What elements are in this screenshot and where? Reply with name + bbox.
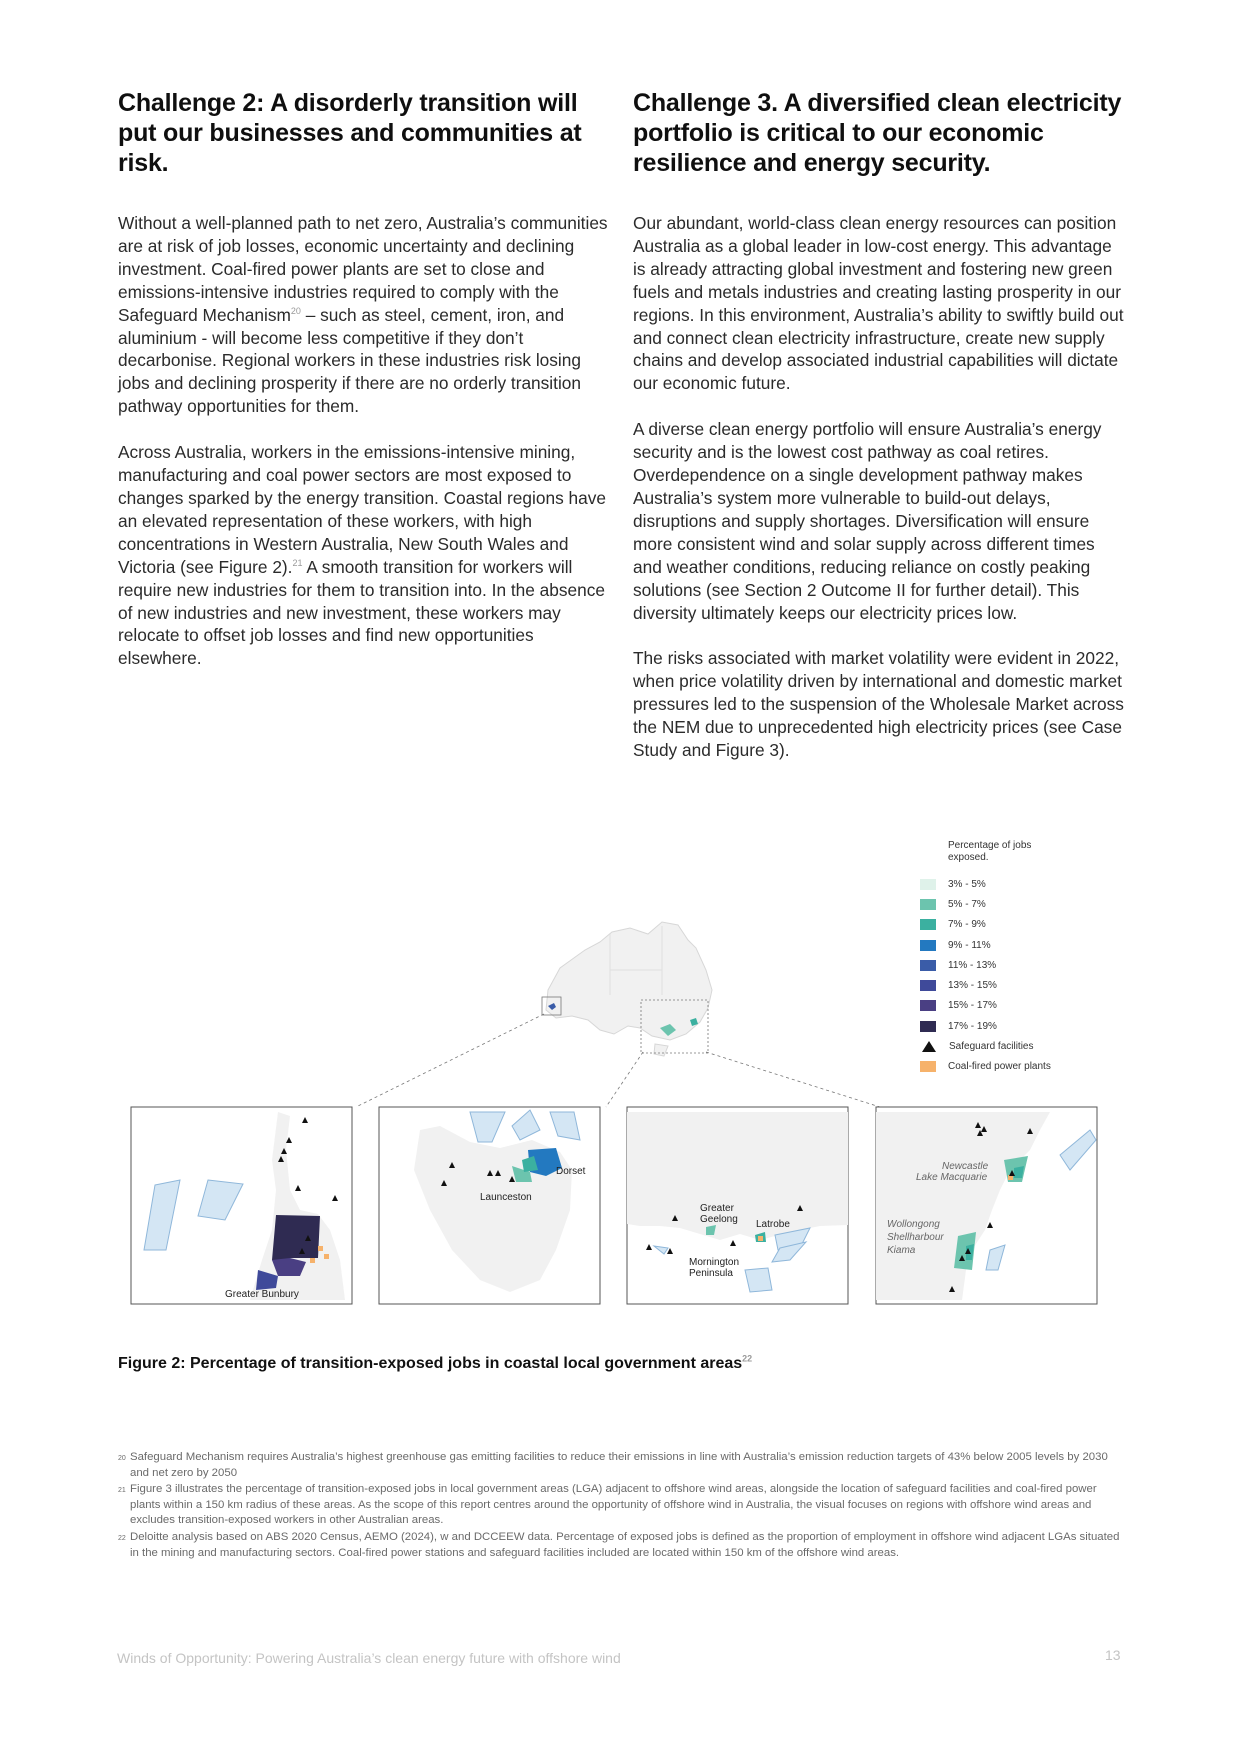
left-column	[118, 88, 608, 693]
legend-swatch	[920, 1000, 936, 1011]
map-panel-nsw[interactable]	[876, 1107, 1097, 1304]
legend-swatch	[920, 899, 936, 910]
left-paragraph-1: Without a well-planned path to net zero, Australia’s communities are at risk of job losses, economic uncertainty and declining investment. Coal-fired power plants are set to close and emissions-intensive industries required to comply with the Safeguard Mechanism$^{20}$ – such as steel, cement, iron, and aluminium - will become less competitive if they don’t decarbonise. Regional workers in these industries risk losing jobs and declining prosperity if there are no orderly transition pathway opportunities for them.	[118, 213, 608, 417]
label-lake-macquarie: Lake Macquarie	[916, 1172, 988, 1183]
left-paragraph-2: Across Australia, workers in the emissions-intensive mining, manufacturing and coal power sectors are most exposed to changes sparked by the energy transition. Coastal regions have an elevated representation of these workers, with high concentrations in Western Australia, New South Wales and Victoria (see Figure 2).$^{21}$ A smooth transition for workers will require new industries for them to transition into. In the absence of new industries and new investment, these workers may relocate to offset job losses and find new opportunities elsewhere.	[118, 442, 607, 669]
footnote-21: 21 Figure 3 illustrates the percentage of transition-exposed jobs in local government areas (LGA) adjacent to offshore wind areas, alongside the location of safeguard facilities and coal-fired power plants within a 150 km radius of these areas. As the scope of this report centres around the opportunity of offshore wind in Australia, the visual focuses on regions with offshore wind areas and excludes transition-exposed workers in other Australian areas.	[118, 1483, 1097, 1527]
map-legend	[920, 840, 1120, 1077]
footnote-ref-21[interactable]: 21	[292, 557, 303, 568]
label-geelong: Geelong	[700, 1214, 738, 1225]
legend-swatch	[920, 879, 936, 890]
label-newcastle: Newcastle	[942, 1161, 989, 1172]
label-peninsula: Peninsula	[689, 1268, 733, 1279]
footnote-ref-20[interactable]: 20	[290, 305, 301, 316]
label-launceston: Launceston	[480, 1192, 532, 1203]
page-number: 13	[1105, 1647, 1121, 1663]
legend-item: 15% - 17%	[920, 996, 1120, 1016]
label-wollongong: Wollongong	[887, 1219, 940, 1230]
label-shellharbour: Shellharbour	[887, 1232, 944, 1243]
legend-swatch	[920, 1021, 936, 1032]
map-panel-tasmania[interactable]	[379, 1107, 600, 1304]
legend-item: 5% - 7%	[920, 894, 1120, 914]
right-paragraph-2: A diverse clean energy portfolio will ensure Australia’s energy security and is the lowest cost pathway as coal retires. Overdependence on a single development pathway makes Australia’s system more vulnerable to build-out delays, disruptions and supply shortages. Diversification will ensure more consistent wind and solar supply across different times and weather conditions, reducing reliance on costly peaking solutions (see Section 2 Outcome II for further detail). This diversity ultimately keeps our electricity prices low.	[633, 419, 1102, 623]
legend-swatch	[920, 919, 936, 930]
footnotes	[118, 1450, 1128, 1562]
triangle-icon	[922, 1041, 936, 1052]
footnote-20: 20 Safeguard Mechanism requires Australia’s highest greenhouse gas emitting facilities to reduce their emissions in line with Australia’s emission reduction targets of 43% below 2005 levels by 2030 and net zero by 2050	[118, 1451, 1108, 1479]
legend-item: 7% - 9%	[920, 915, 1120, 935]
legend-swatch	[920, 980, 936, 991]
figure-caption: Figure 2: Percentage of transition-exposed jobs in coastal local government areas$^{22}$	[118, 1353, 753, 1372]
challenge-3-heading: Challenge 3. A diversified clean electricity portfolio is critical to our economic resilience and energy security.	[633, 89, 1122, 177]
label-greater-bunbury: Greater Bunbury	[225, 1289, 299, 1300]
map-panel-victoria[interactable]	[627, 1107, 848, 1304]
right-paragraph-3: The risks associated with market volatility were evident in 2022, when price volatility driven by international and domestic market pressures led to the suspension of the Wholesale Market across the NEM due to unprecedented high electricity prices (see Case Study and Figure 3).	[633, 648, 1124, 761]
legend-item: 3% - 5%	[920, 874, 1120, 894]
label-latrobe: Latrobe	[756, 1219, 790, 1230]
challenge-2-heading: Challenge 2: A disorderly transition will put our businesses and communities at risk.	[118, 89, 582, 177]
footnote-22: 22 Deloitte analysis based on ABS 2020 Census, AEMO (2024), w and DCCEEW data. Percentage of exposed jobs is defined as the proportion of employment in offshore wind adjacent LGAs situated in the mining and manufacturing sectors. Coal-fired power stations and safeguard facilities included are located within 150 km of the offshore wind areas.	[118, 1530, 1120, 1559]
legend-safeguard: Safeguard facilities	[920, 1036, 1120, 1056]
legend-item: 11% - 13%	[920, 955, 1120, 975]
right-column	[633, 88, 1128, 785]
label-greater: Greater	[700, 1203, 734, 1214]
label-kiama: Kiama	[887, 1245, 916, 1256]
coal-swatch	[920, 1061, 936, 1072]
legend-coal: Coal-fired power plants	[920, 1057, 1120, 1077]
right-paragraph-1: Our abundant, world-class clean energy resources can position Australia as a global leader in low-cost energy. This advantage is already attracting global investment and fostering new green fuels and metals industries and creating lasting prosperity in our regions. In this environment, Australia’s ability to swiftly build out and connect clean electricity infrastructure, create new supply chains and develop associated industrial capabilities will dictate our economic future.	[633, 213, 1124, 394]
legend-item: 17% - 19%	[920, 1016, 1120, 1036]
footnote-ref-22[interactable]: 22	[742, 1353, 753, 1364]
legend-item: 13% - 15%	[920, 975, 1120, 995]
map-panel-bunbury[interactable]	[131, 1107, 352, 1304]
legend-swatch	[920, 940, 936, 951]
footer-title: Winds of Opportunity: Powering Australia’s clean energy future with offshore wind	[117, 1650, 621, 1666]
label-mornington: Mornington	[689, 1257, 740, 1268]
legend-title: Percentage of jobs exposed.	[948, 840, 1032, 863]
australia-overview-map	[356, 922, 880, 1107]
legend-swatch	[920, 960, 936, 971]
legend-item: 9% - 11%	[920, 935, 1120, 955]
label-dorset: Dorset	[556, 1166, 586, 1177]
